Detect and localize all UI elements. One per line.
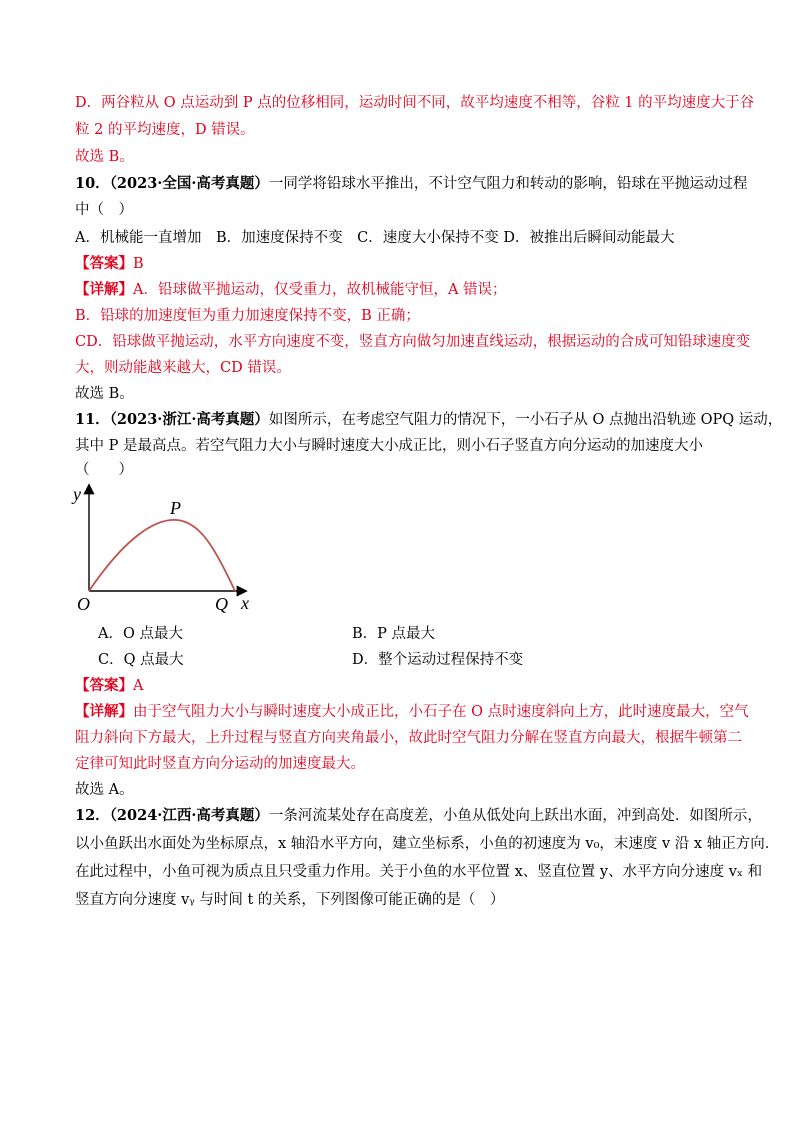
prev-detail-line2: 粒 2 的平均速度，D 错误。 — [75, 122, 255, 138]
q10-answer-tag: 【答案】 — [75, 255, 133, 272]
q10-conclusion: 故选 B。 — [75, 386, 134, 402]
prev-detail-line1: D．两谷粒从 O 点运动到 P 点的位移相同，运动时间不同，故平均速度不相等，谷粒 1 的平均速度大于谷 — [75, 95, 755, 111]
y-axis-label: y — [73, 484, 81, 504]
q11-stem-line3: （ ） — [75, 462, 133, 478]
x-axis-label: x — [241, 593, 249, 613]
trajectory-curve — [89, 520, 235, 591]
q12-stem-line4: 竖直方向分速度 vᵧ 与时间 t 的关系，下列图像可能正确的是（ ） — [75, 892, 505, 908]
q11-conclusion: 故选 A。 — [75, 782, 134, 798]
q12-source: （2024·江西·高考真题） — [109, 807, 269, 824]
peak-label: P — [170, 498, 181, 518]
q10-answer-value: B — [133, 256, 144, 272]
q12-stem-line1 — [75, 806, 762, 826]
q10-stem-line2: 中（ ） — [75, 202, 133, 218]
q12-stem-line2: 以小鱼跃出水面处为坐标原点，x 轴沿水平方向，建立坐标系，小鱼的初速度为 v₀，末速度 v 沿 x 轴正方向． — [75, 836, 780, 852]
q10-detail-line1 — [75, 280, 507, 300]
q11-detail-line2: 阻力斜向下方最大，上升过程与竖直方向夹角最小，故此时空气阻力分解在竖直方向最大，根据牛顿第二 — [75, 730, 742, 746]
q11-option-c: C．Q 点最大 — [98, 652, 184, 668]
q12-stem-line3: 在此过程中，小鱼可视为质点且只受重力作用。关于小鱼的水平位置 x、竖直位置 y、水平方向分速度 vₓ 和 — [75, 864, 763, 880]
q11-number: 11． — [75, 411, 110, 428]
q11-option-d: D．整个运动过程保持不变 — [352, 652, 524, 668]
q10-detail-line4: 大，则动能越来越大，CD 错误。 — [75, 360, 291, 376]
q11-detail-line3: 定律可知此时竖直方向分运动的加速度最大。 — [75, 756, 365, 772]
q12-stem-text1: 一条河流某处存在高度差，小鱼从低处向上跃出水面，冲到高处．如图所示， — [268, 808, 762, 824]
q11-stem-text1: 如图所示，在考虑空气阻力的情况下，一小石子从 O 点抛出沿轨迹 OPQ 运动， — [268, 412, 783, 428]
q10-source: （2023·全国·高考真题） — [109, 175, 269, 192]
q10-detail-line3: CD．铅球做平抛运动，水平方向速度不变，竖直方向做匀加速直线运动，根据运动的合成可知铅球速度变 — [75, 334, 751, 350]
q11-answer-value: A — [133, 678, 144, 694]
q11-answer-tag: 【答案】 — [75, 677, 133, 694]
trajectory-figure — [65, 478, 265, 618]
q11-stem-line1 — [75, 410, 782, 430]
q10-stem-text1: 一同学将铅球水平推出，不计空气阻力和转动的影响，铅球在平抛运动过程 — [268, 176, 748, 192]
q11-detail-tag: 【详解】 — [75, 703, 133, 720]
q10-detail-line2: B．铅球的加速度恒为重力加速度保持不变，B 正确； — [75, 308, 420, 324]
q10-answer — [75, 254, 144, 274]
q11-detail-line1 — [75, 702, 749, 722]
end-label: Q — [215, 594, 228, 614]
q10-options: A．机械能一直增加 B．加速度保持不变 C．速度大小保持不变 D．被推出后瞬间动能最大 — [75, 230, 675, 246]
q11-detail-text1: 由于空气阻力大小与瞬时速度大小成正比，小石子在 O 点时速度斜向上方，此时速度最大，空气 — [133, 704, 749, 720]
prev-conclusion: 故选 B。 — [75, 149, 134, 165]
q11-option-a: A．O 点最大 — [98, 626, 183, 642]
q11-source: （2023·浙江·高考真题） — [109, 411, 269, 428]
q12-number: 12． — [75, 807, 110, 824]
q11-stem-line2: 其中 P 是最高点。若空气阻力大小与瞬时速度大小成正比，则小石子竖直方向分运动的加速度大小 — [75, 438, 703, 454]
q11-option-b: B．P 点最大 — [352, 626, 436, 642]
origin-label: O — [77, 594, 90, 614]
q10-number: 10． — [75, 175, 110, 192]
q10-stem-line1 — [75, 174, 747, 194]
q10-detail-tag: 【详解】 — [75, 281, 133, 298]
q10-detail-text1: A．铅球做平抛运动，仅受重力，故机械能守恒，A 错误； — [133, 282, 507, 298]
q11-answer — [75, 676, 143, 696]
